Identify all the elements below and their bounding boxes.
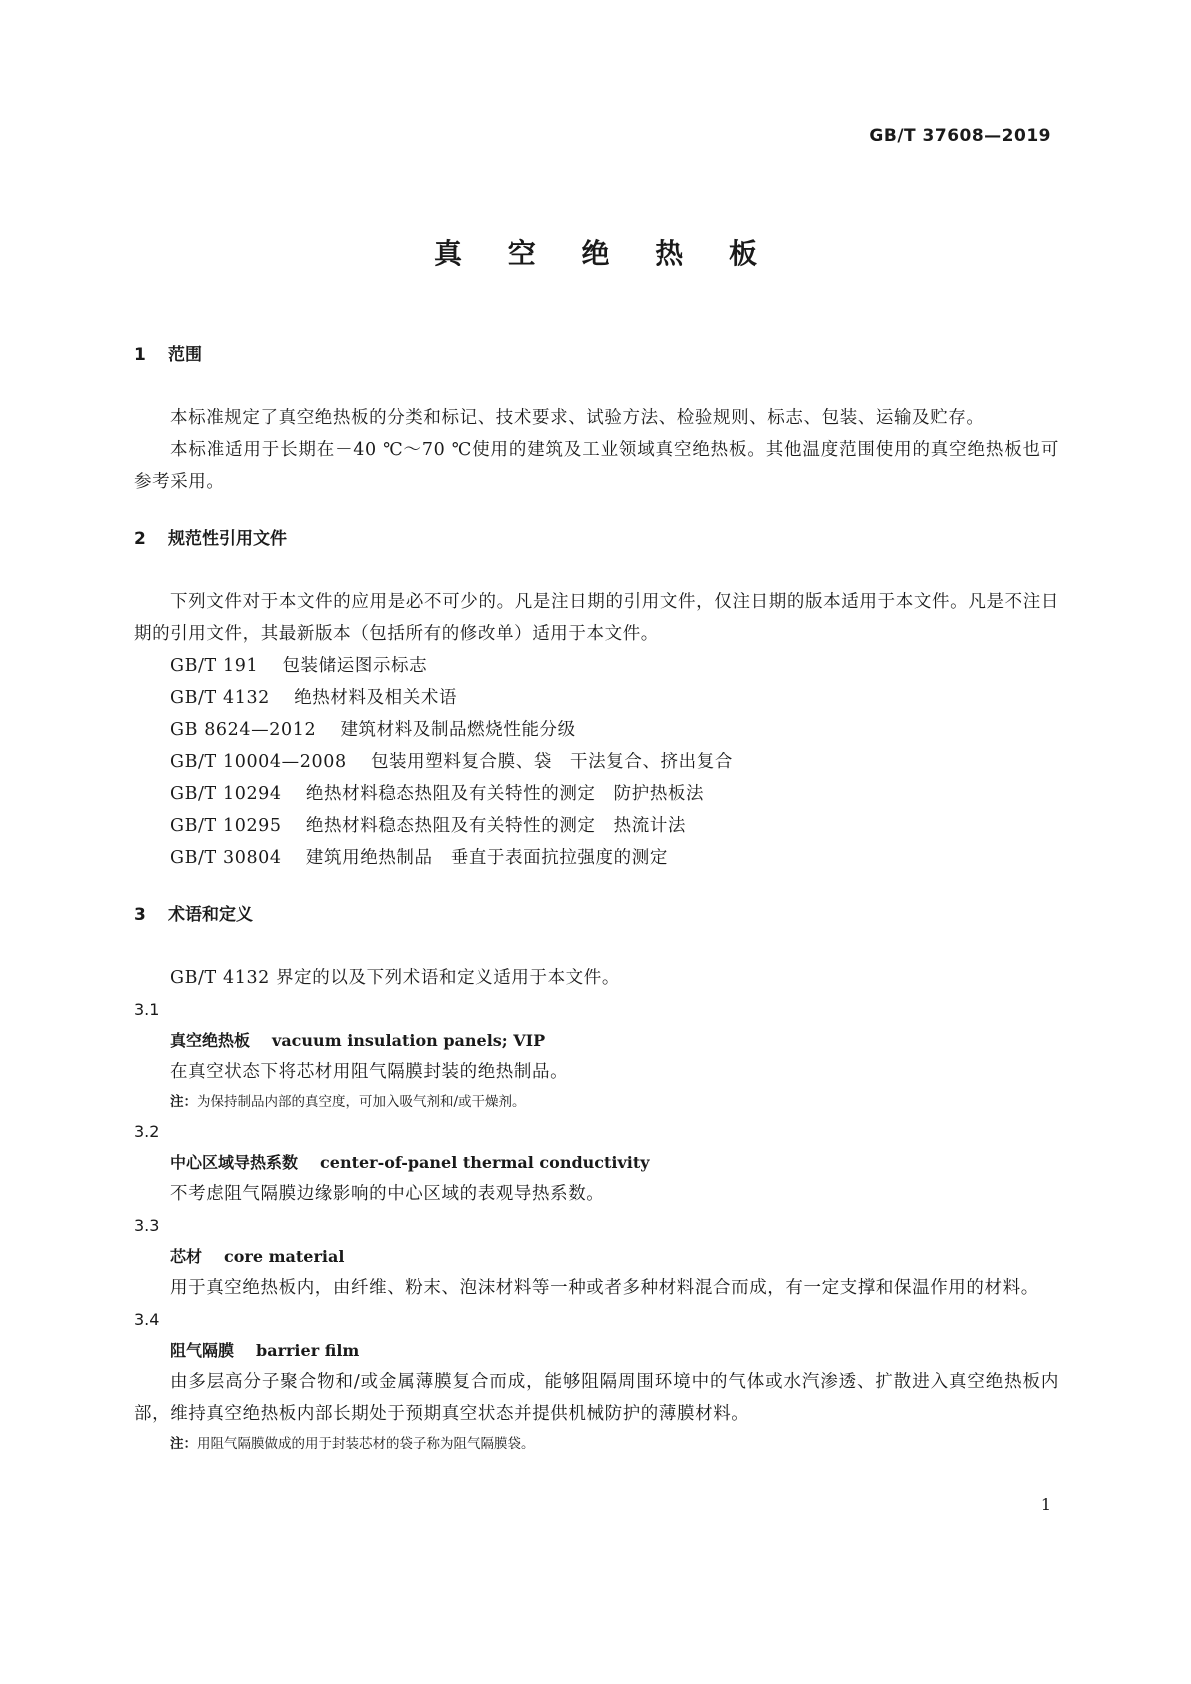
term-name [134, 1242, 1059, 1272]
reference-item [134, 842, 1059, 874]
paragraph: GB/T 4132 界定的以及下列术语和定义适用于本文件。 [170, 968, 620, 988]
term-definition: 不考虑阻气隔膜边缘影响的中心区域的表观导热系数。 [170, 1184, 605, 1204]
reference-name: 建筑材料及制品燃烧性能分级 [340, 720, 576, 740]
term-definition: 在真空状态下将芯材用阻气隔膜封装的绝热制品。 [170, 1062, 569, 1082]
term-definition: 用于真空绝热板内，由纤维、粉末、泡沫材料等一种或者多种材料混合而成，有一定支撑和保温作用的材料。 [170, 1278, 1039, 1298]
reference-code: GB/T 4132 [170, 688, 270, 708]
term-name-en: barrier film [256, 1341, 360, 1360]
reference-code: GB/T 191 [170, 656, 259, 676]
reference-name: 绝热材料稳态热阻及有关特性的测定 热流计法 [305, 816, 687, 836]
section-number: 3 [134, 905, 146, 925]
section-title: 范围 [168, 345, 202, 365]
term-number: 3.1 [134, 1000, 160, 1019]
reference-code: GB 8624—2012 [170, 720, 317, 740]
reference-name: 绝热材料及相关术语 [294, 688, 458, 708]
section-heading-3 [134, 900, 1059, 930]
term-number: 3.2 [134, 1122, 160, 1141]
reference-item [134, 778, 1059, 810]
reference-name: 建筑用绝热制品 垂直于表面抗拉强度的测定 [305, 848, 668, 868]
section-heading-1 [134, 340, 1059, 370]
term-name-zh: 阻气隔膜 [170, 1341, 235, 1360]
paragraph: 本标准适用于长期在－40 ℃～70 ℃使用的建筑及工业领域真空绝热板。其他温度范围使用的真空绝热板也可参考采用。 [134, 440, 1059, 492]
section-heading-2 [134, 524, 1059, 554]
term-name-zh: 真空绝热板 [170, 1031, 251, 1050]
document-title: 真 空 绝 热 板 [434, 237, 775, 270]
section-number: 2 [134, 529, 146, 549]
term-name-zh: 中心区域导热系数 [170, 1153, 299, 1172]
reference-item [134, 746, 1059, 778]
note-label: 注： [170, 1436, 197, 1452]
section-title: 术语和定义 [168, 905, 253, 925]
reference-item [134, 682, 1059, 714]
term-definition: 由多层高分子聚合物和/或金属薄膜复合而成，能够阻隔周围环境中的气体或水汽渗透、扩散进入真空绝热板内部，维持真空绝热板内部长期处于预期真空状态并提供机械防护的薄膜材料。 [134, 1372, 1059, 1424]
reference-name: 包装用塑料复合膜、袋 干法复合、挤出复合 [370, 752, 733, 772]
reference-item [134, 650, 1059, 682]
term-name [134, 1026, 1059, 1056]
note [134, 1088, 1059, 1116]
reference-name: 绝热材料稳态热阻及有关特性的测定 防护热板法 [305, 784, 705, 804]
note [134, 1430, 1059, 1458]
term-name [134, 1336, 1059, 1366]
reference-code: GB/T 10004—2008 [170, 752, 347, 772]
note-text: 为保持制品内部的真空度，可加入吸气剂和/或干燥剂。 [197, 1094, 526, 1110]
note-label: 注： [170, 1094, 197, 1110]
reference-code: GB/T 10295 [170, 816, 282, 836]
note-text: 用阻气隔膜做成的用于封装芯材的袋子称为阻气隔膜袋。 [197, 1436, 535, 1452]
reference-item [134, 714, 1059, 746]
term-name-zh: 芯材 [170, 1247, 203, 1266]
page-number: 1 [1040, 1495, 1051, 1514]
term-name [134, 1148, 1059, 1178]
document-body [134, 340, 1059, 1458]
reference-code: GB/T 10294 [170, 784, 282, 804]
reference-name: 包装储运图示标志 [282, 656, 428, 676]
term-name-en: vacuum insulation panels; VIP [272, 1031, 546, 1050]
reference-item [134, 810, 1059, 842]
term-name-en: center-of-panel thermal conductivity [320, 1153, 650, 1172]
section-number: 1 [134, 345, 146, 365]
paragraph: 下列文件对于本文件的应用是必不可少的。凡是注日期的引用文件，仅注日期的版本适用于本文件。凡是不注日期的引用文件，其最新版本（包括所有的修改单）适用于本文件。 [134, 592, 1059, 644]
section-title: 规范性引用文件 [168, 529, 287, 549]
reference-code: GB/T 30804 [170, 848, 282, 868]
term-number: 3.4 [134, 1310, 160, 1329]
term-number: 3.3 [134, 1216, 160, 1235]
term-name-en: core material [224, 1247, 345, 1266]
standard-code: GB/T 37608—2019 [869, 126, 1051, 146]
paragraph: 本标准规定了真空绝热板的分类和标记、技术要求、试验方法、检验规则、标志、包装、运输及贮存。 [170, 408, 985, 428]
